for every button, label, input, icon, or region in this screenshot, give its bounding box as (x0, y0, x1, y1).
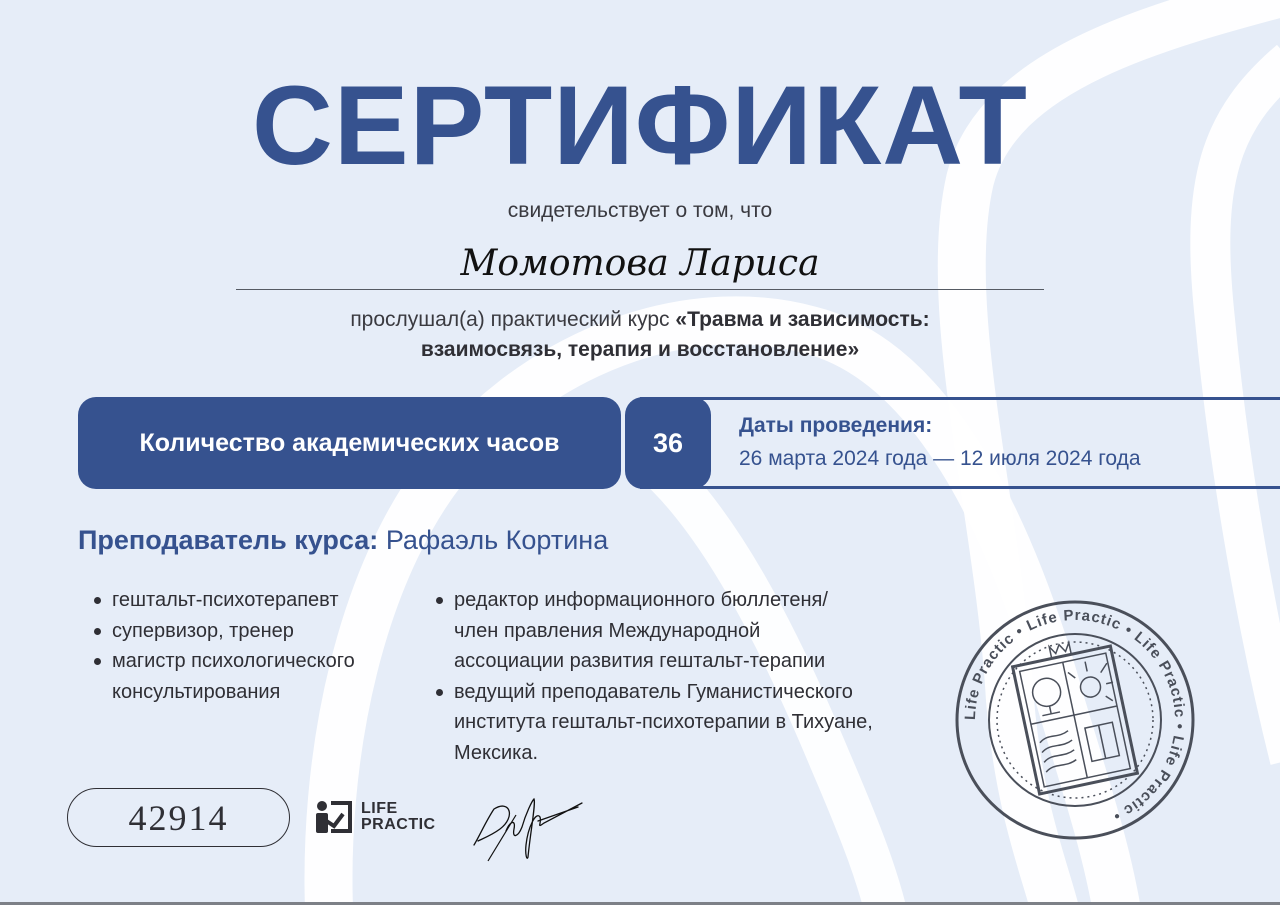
dates-frame (640, 397, 1280, 489)
signature (470, 795, 585, 865)
life-practic-logo (315, 800, 436, 834)
course-description (0, 305, 1280, 365)
credential-item: супервизор, тренер (90, 616, 410, 647)
course-title-line2: взаимосвязь, терапия и восстановление» (420, 338, 860, 361)
svg-text:Life Practic • Life Practic •: Life Practic • Life Practic • Life Practic • Life Practic • (961, 606, 1189, 826)
credentials-list-left (90, 585, 410, 707)
teacher-board-icon (315, 800, 353, 834)
course-title-line1: «Травма и зависимость: (675, 308, 930, 331)
logo-line1: LIFE (361, 800, 398, 817)
course-prefix: прослушал(а) практический курс (350, 308, 676, 331)
life-practic-seal (950, 595, 1200, 845)
hours-label: Количество академических часов (139, 428, 560, 457)
hours-label-box (78, 397, 621, 489)
certificate-number (67, 788, 290, 847)
credentials-list-right (432, 585, 922, 768)
teacher-label: Преподаватель курса: (78, 525, 379, 555)
credential-item: магистр психологического консультирования (90, 646, 410, 707)
recipient-name: Момотова Лариса (236, 238, 1044, 290)
certificate-title: СЕРТИФИКАТ (252, 63, 1028, 188)
dates-label: Даты проведения: (739, 414, 933, 437)
credential-item: ведущий преподаватель Гуманистического института гештальт-психотерапии в Тихуане, Мексика. (432, 677, 892, 769)
credential-item: редактор информационного бюллетеня/ член правления Международной ассоциации развития гештальт-терапии (432, 585, 872, 677)
hours-value-box (625, 397, 711, 489)
certificate-number-value: 42914 (128, 797, 229, 838)
dates-value: 26 марта 2024 года — 12 июля 2024 года (739, 447, 1141, 470)
hours-value: 36 (652, 427, 684, 458)
credential-item: гештальт-психотерапевт (90, 585, 410, 616)
teacher-name: Рафаэль Кортина (385, 525, 609, 555)
teacher-line (78, 525, 608, 556)
certificate-subtitle: свидетельствует о том, что (507, 199, 773, 222)
logo-line2: PRACTIC (361, 816, 436, 833)
